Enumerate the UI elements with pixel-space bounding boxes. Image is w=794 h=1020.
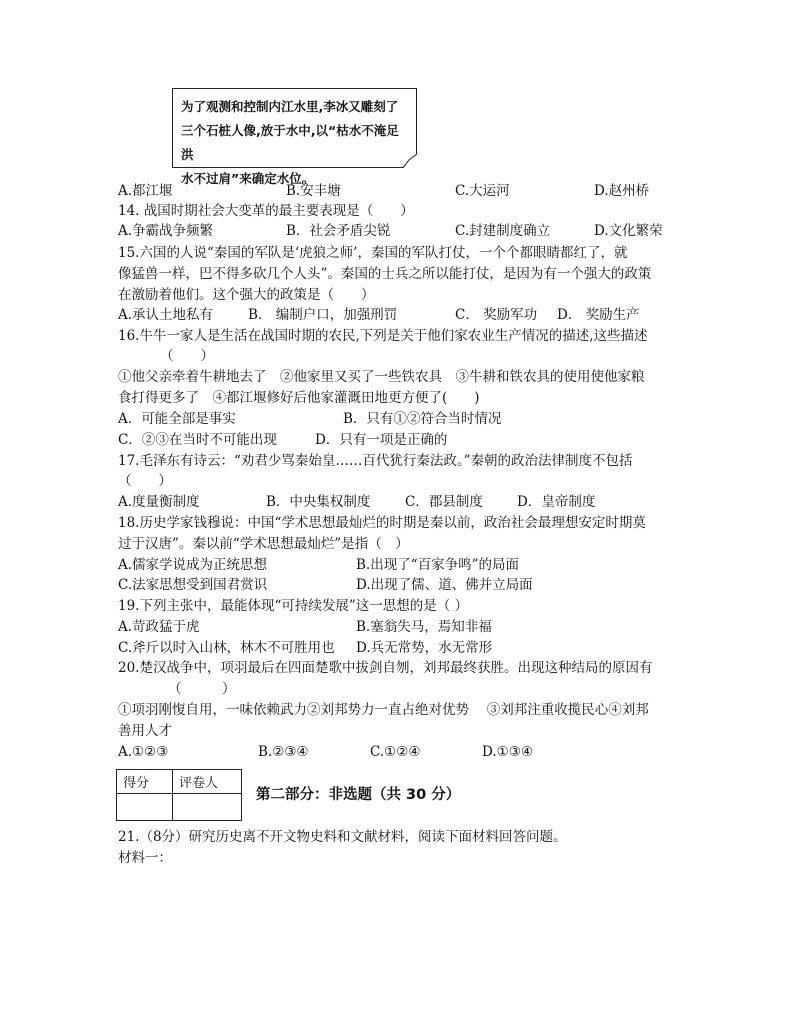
q18-line-2: 过于汉唐”。秦以前“学术思想最灿烂”是指（ ） (118, 536, 409, 552)
q16-line-2: （ ） (160, 348, 214, 364)
q17-option-a: A.度量衡制度 (118, 494, 200, 510)
q16-line-1: 16.牛牛一家人是生活在战国时期的农民,下列是关于他们家农业生产情况的描述,这些描述 (118, 328, 648, 344)
q14-option-c: C.封建制度确立 (455, 223, 551, 239)
q13-option-d: D.赵州桥 (594, 183, 650, 199)
q14-option-a: A.争霸战争频繁 (118, 223, 214, 239)
q20-option-d: D.①③④ (482, 744, 533, 760)
q20-line-1: 20.楚汉战争中，项羽最后在四面楚歌中拔剑自刎，刘邦最终获胜。出现这种结局的原因有 (118, 660, 653, 676)
q20-option-c: C.①②④ (370, 744, 421, 760)
q16-option-a: A．可能全部是事实 (118, 411, 236, 427)
note-line-2: 三个石桩人像,放于水中,以“枯水不淹足洪 (181, 123, 399, 162)
section-2-title: 第二部分：非选题（共 30 分） (256, 787, 461, 803)
q20-option-b: B.②③④ (258, 744, 309, 760)
q19-option-a: A.苛政猛于虎 (118, 619, 200, 635)
q15-line-2: 像猛兽一样，巴不得多砍几个人头”。秦国的士兵之所以能打仗，是因为有一个强大的政策 (118, 266, 652, 282)
q15-line-1: 15.六国的人说“秦国的军队是‘虎狼之师’，秦国的军队打仗，一个个都眼睛都红了，就 (118, 245, 628, 261)
note-line-3: 水不过肩”来确定水位。 (181, 171, 315, 186)
page-fold-icon (403, 154, 417, 168)
q18-line-1: 18.历史学家钱穆说：中国“学术思想最灿烂的时期是秦以前，政治社会最理想安定时期莫 (118, 515, 646, 531)
q19-stem: 19.下列主张中，最能体现“可持续发展”这一思想的是（ ） (118, 598, 469, 614)
q17-line-2: （ ） (118, 473, 172, 489)
q21-line-1: 21.（8分）研究历史离不开文物史料和文献材料，阅读下面材料回答问题。 (118, 829, 567, 845)
q14-option-d: D.文化繁荣 (594, 223, 663, 239)
q16-option-d: D．只有一项是正确的 (315, 432, 448, 448)
q13-option-c: C.大运河 (455, 183, 510, 199)
q13-option-a: A.都江堰 (118, 183, 173, 199)
q15-option-b: B． 编制户口，加强刑罚 (248, 307, 398, 323)
q18-option-d: D.出现了儒、道、佛并立局面 (356, 577, 533, 593)
q15-line-3: 在激励着他们。这个强大的政策是（ ） (118, 287, 375, 303)
score-cell (117, 794, 173, 821)
q14-stem: 14. 战国时期社会大变革的最主要表现是（ ） (118, 203, 414, 219)
q20-line-3: ①项羽刚愎自用，一味依赖武力②刘邦势力一直占绝对优势 ③刘邦注重收揽民心④刘邦 (118, 702, 649, 718)
q20-option-a: A.①②③ (118, 744, 169, 760)
q16-option-c: C．②③在当时不可能出现 (118, 432, 277, 448)
q18-option-a: A.儒家学说成为正统思想 (118, 557, 268, 573)
q21-line-2: 材料一： (118, 850, 172, 866)
q19-option-d: D.兵无常势，水无常形 (356, 640, 493, 656)
q17-line-1: 17.毛泽东有诗云：“劝君少骂秦始皇……百代犹行秦法政。”秦朝的政治法律制度不包括 (118, 453, 633, 469)
q20-line-4: 善用人才 (118, 723, 172, 739)
q16-line-3: ①他父亲牵着牛耕地去了 ②他家里又买了一些铁农具 ③牛耕和铁农具的使用使他家粮 (118, 369, 645, 385)
q16-option-b: B．只有①②符合当时情况 (343, 411, 502, 427)
material-note-box (172, 88, 417, 186)
q16-line-4: 食打得更多了 ④都江堰修好后他家灌溉田地更方便了( ) (118, 390, 480, 406)
q13-option-b: B.安丰塘 (286, 183, 341, 199)
q18-option-c: C.法家思想受到国君赏识 (118, 577, 268, 593)
q20-line-2: （ ） (168, 681, 236, 697)
grader-cell (173, 794, 242, 821)
q15-option-a: A.承认土地私有 (118, 307, 214, 323)
note-line-1: 为了观测和控制内江水里,李冰又雕刻了 (181, 99, 399, 114)
q19-option-c: C.斧斤以时入山林，林木不可胜用也 (118, 640, 335, 656)
q19-option-b: B.塞翁失马，焉知非福 (356, 619, 492, 635)
q17-option-b: B．中央集权制度 (266, 494, 371, 510)
grader-header: 评卷人 (173, 770, 242, 794)
q15-option-c: C． 奖励军功 (455, 307, 538, 323)
q15-option-d: D． 奖励生产 (557, 307, 640, 323)
score-table (116, 769, 242, 821)
q18-option-b: B.出现了“百家争鸣”的局面 (356, 557, 520, 573)
q17-option-c: C．郡县制度 (405, 494, 483, 510)
q17-option-d: D．皇帝制度 (517, 494, 596, 510)
q14-option-b: B．社会矛盾尖锐 (286, 223, 391, 239)
score-header: 得分 (117, 770, 173, 794)
